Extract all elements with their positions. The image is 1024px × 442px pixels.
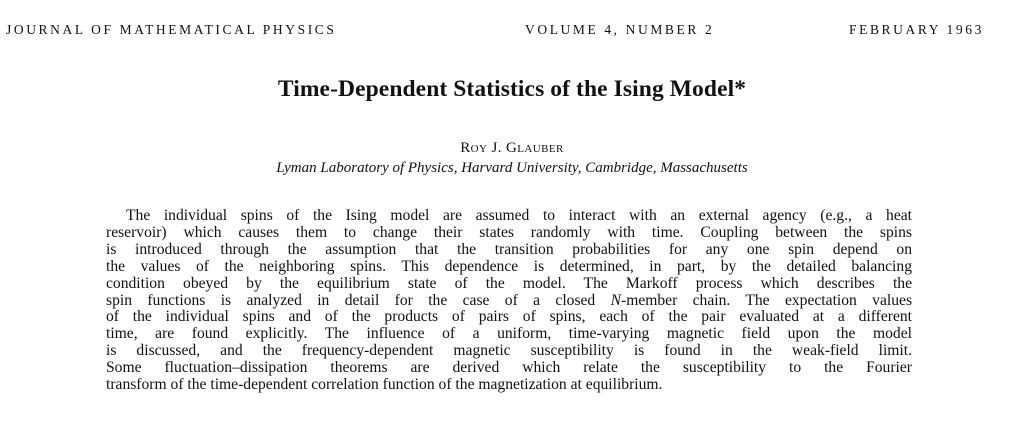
abstract-line: of the individual spins and of the products of pairs of spins, each of the pair evaluated at a different xyxy=(106,308,912,326)
abstract xyxy=(106,208,912,394)
journal-name: JOURNAL OF MATHEMATICAL PHYSICS xyxy=(6,22,337,37)
publication-date: FEBRUARY 1963 xyxy=(849,22,984,37)
abstract-line: reservoir) which causes them to change their states randomly with time. Coupling between the spins xyxy=(106,223,912,241)
volume-number: VOLUME 4, NUMBER 2 xyxy=(525,22,715,37)
author-affiliation: Lyman Laboratory of Physics, Harvard University, Cambridge, Massachusetts xyxy=(276,160,748,176)
journal-header xyxy=(0,22,1024,42)
abstract-line: is discussed, and the frequency-dependent magnetic susceptibility is found in the weak-field limit. xyxy=(106,342,912,360)
paper-title: Time-Dependent Statistics of the Ising Model* xyxy=(277,76,747,102)
author-name: Roy J. Glauber xyxy=(460,140,564,156)
abstract-line: is introduced through the assumption that the transition probabilities for any one spin depend on xyxy=(106,240,912,258)
abstract-line: transform of the time-dependent correlation function of the magnetization at equilibrium. xyxy=(106,376,663,394)
abstract-line: time, are found explicitly. The influence of a uniform, time-varying magnetic field upon the model xyxy=(106,325,912,343)
abstract-line: condition obeyed by the equilibrium state of the model. The Markoff process which describes the xyxy=(106,274,912,292)
abstract-line: the values of the neighboring spins. This dependence is determined, in part, by the detailed balancing xyxy=(106,257,912,275)
abstract-line: Some fluctuation–dissipation theorems are derived which relate the susceptibility to the Fourier xyxy=(106,359,912,377)
abstract-line: The individual spins of the Ising model are assumed to interact with an external agency (e.g., a heat xyxy=(126,207,912,224)
abstract-line: spin functions is analyzed in detail for the case of a closed N-member chain. The expectation values xyxy=(106,291,913,309)
